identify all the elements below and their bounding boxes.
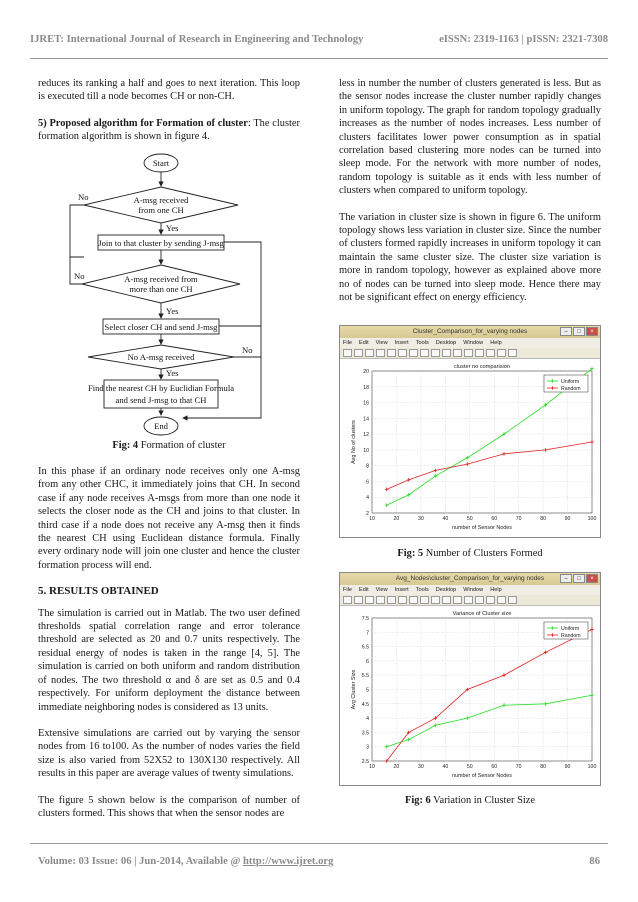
- x-tick-label: 10: [369, 764, 375, 770]
- zoom-out-icon[interactable]: [409, 349, 418, 357]
- y-axis-label: Avg No of clusters: [351, 420, 357, 464]
- decision-one-yes: Yes: [166, 223, 179, 233]
- decision-one-line2: from one CH: [138, 205, 184, 215]
- show-plot-tools-icon[interactable]: [508, 596, 517, 604]
- x-tick-label: 80: [540, 764, 547, 770]
- fig4-label: Fig: 4: [112, 440, 139, 451]
- save-icon[interactable]: [365, 596, 374, 604]
- x-tick-label: 50: [466, 516, 473, 522]
- y-tick-label: 6: [366, 658, 369, 665]
- menu-insert[interactable]: Insert: [394, 587, 409, 593]
- x-tick-label: 60: [491, 516, 498, 522]
- section-title: 5. RESULTS OBTAINED: [38, 585, 159, 598]
- save-icon[interactable]: [365, 349, 374, 357]
- x-tick-label: 10: [369, 516, 375, 522]
- right-column: [339, 77, 601, 318]
- x-tick-label: 90: [564, 516, 571, 522]
- y-tick-label: 6: [366, 479, 369, 486]
- chart-cluster-size: [340, 606, 600, 785]
- toolbar: [340, 595, 600, 606]
- decision-one-line1: A-msg received: [133, 195, 189, 205]
- brush-icon[interactable]: [453, 349, 462, 357]
- zoom-in-icon[interactable]: [398, 349, 407, 357]
- legend-label: Random: [561, 386, 581, 392]
- hide-plot-tools-icon[interactable]: [497, 596, 506, 604]
- y-tick-label: 4: [366, 716, 369, 723]
- fig5-label: Fig: 5: [397, 548, 424, 559]
- y-tick-label: 2: [366, 511, 369, 517]
- chart-title: cluster no comparision: [454, 364, 510, 370]
- y-tick-label: 20: [363, 369, 369, 375]
- menu-window[interactable]: Window: [463, 587, 484, 593]
- menu-bar: [340, 338, 600, 348]
- x-tick-label: 80: [540, 516, 547, 522]
- left-column: [38, 77, 300, 157]
- decision-no-amsg-label: No A-msg received: [127, 352, 195, 362]
- y-tick-label: 7.5: [361, 616, 369, 622]
- menu-view[interactable]: View: [375, 340, 388, 346]
- end-label: End: [154, 421, 168, 431]
- colorbar-icon[interactable]: [475, 596, 484, 604]
- matlab-window-fig5: [339, 325, 601, 538]
- footer-volume: Volume: 03 Issue: 06 | Jun-2014, Available @: [38, 856, 243, 867]
- page-number: 86: [589, 856, 600, 867]
- y-tick-label: 16: [363, 400, 369, 407]
- start-label: Start: [152, 158, 170, 168]
- matlab-window-fig6: [339, 572, 601, 786]
- y-tick-label: 3: [366, 744, 369, 751]
- left-column-lower: [38, 465, 300, 833]
- decision-no-amsg-yes: Yes: [166, 368, 179, 378]
- join-cluster-label: Join to that cluster by sending J-msg: [98, 238, 224, 248]
- left-paragraph-2: [38, 117, 300, 144]
- x-tick-label: 70: [515, 764, 522, 770]
- pan-icon[interactable]: [420, 596, 429, 604]
- x-axis-label: number of Sensor Nodes: [452, 525, 512, 531]
- plot-area: [340, 359, 600, 537]
- y-tick-label: 4.5: [361, 701, 369, 708]
- pan-icon[interactable]: [420, 349, 429, 357]
- legend-icon[interactable]: [486, 596, 495, 604]
- left-paragraph-6: The figure 5 shown below is the comparison of number of clusters formed. This shows that when the sensor nodes are: [38, 794, 300, 819]
- y-tick-label: 5: [366, 687, 369, 694]
- zoom-out-icon[interactable]: [409, 596, 418, 604]
- menu-insert[interactable]: Insert: [394, 340, 409, 346]
- maximize-icon[interactable]: □: [573, 327, 585, 336]
- chart-cluster-count: [340, 359, 600, 537]
- y-tick-label: 4: [366, 495, 369, 502]
- menu-window[interactable]: Window: [463, 340, 484, 346]
- menu-file[interactable]: File: [343, 340, 353, 346]
- brush-icon[interactable]: [453, 596, 462, 604]
- print-icon[interactable]: [376, 349, 385, 357]
- close-icon[interactable]: ×: [586, 574, 598, 583]
- fig4-caption-text: Formation of cluster: [138, 440, 226, 451]
- toolbar: [340, 348, 600, 359]
- footer-url-link[interactable]: http://www.ijret.org: [242, 856, 334, 867]
- algo-intro: : The cluster formation algorithm is shown in figure 4.: [38, 117, 300, 143]
- menu-file[interactable]: File: [343, 587, 353, 593]
- maximize-icon[interactable]: □: [573, 574, 585, 583]
- x-tick-label: 40: [442, 764, 449, 770]
- y-tick-label: 8: [366, 463, 369, 470]
- page-footer: [38, 856, 600, 867]
- minimize-icon[interactable]: –: [560, 574, 572, 583]
- minimize-icon[interactable]: –: [560, 327, 572, 336]
- new-figure-icon[interactable]: [343, 349, 352, 357]
- menu-bar: [340, 585, 600, 595]
- algo-heading: 5) Proposed algorithm for Formation of cluster: [38, 117, 248, 129]
- find-nearest-line2: and send J-msg to that CH: [115, 395, 207, 405]
- x-tick-label: 90: [564, 764, 571, 770]
- legend-label: Uniform: [561, 626, 580, 632]
- decision-multi-line1: A-msg received from: [124, 274, 198, 284]
- hide-plot-tools-icon[interactable]: [497, 349, 506, 357]
- decision-multi-line2: more than one CH: [129, 284, 193, 294]
- decision-multi-yes: Yes: [166, 306, 179, 316]
- legend-icon[interactable]: [486, 349, 495, 357]
- left-paragraph-4: The simulation is carried out in Matlab. The two user defined thresholds spatial correlation range and error tolerance threshold are selected as 20 and 0.7 units respectively. The residual energy of nodes is taken in the range [4, 5]. The simulation is carried on both uniform and random distribution of nodes. The two threshold α and δ are set as 0.5 and 0.4 respectively. For uniform deployment the distance between immediate neighboring nodes is considered as 13 units.: [38, 607, 300, 713]
- menu-edit[interactable]: Edit: [359, 587, 369, 593]
- pointer-icon[interactable]: [387, 349, 396, 357]
- chart-title: Variance of Cluster size: [452, 611, 512, 617]
- window-titlebar: [340, 573, 600, 585]
- decision-multi-no: No: [74, 271, 85, 281]
- window-title: Cluster_Comparison_for_varying nodes: [412, 328, 528, 335]
- plot-frame: [372, 371, 592, 513]
- find-nearest-line1: Find the nearest CH by Euclidian Formula: [87, 383, 235, 393]
- menu-help[interactable]: Help: [490, 587, 502, 593]
- legend-label: Uniform: [561, 379, 580, 385]
- journal-title: IJRET: International Journal of Research in Engineering and Technology: [30, 34, 364, 45]
- menu-edit[interactable]: Edit: [359, 340, 369, 346]
- menu-tools[interactable]: Tools: [415, 340, 429, 346]
- header-rule: [30, 58, 608, 59]
- y-tick-label: 6.5: [361, 644, 369, 651]
- menu-desktop[interactable]: Desktop: [435, 587, 457, 593]
- x-tick-label: 40: [442, 516, 449, 522]
- select-closer-label: Select closer CH and send J-msg: [104, 322, 218, 332]
- data-cursor-icon[interactable]: [442, 349, 451, 357]
- rotate-icon[interactable]: [431, 596, 440, 604]
- x-tick-label: 60: [491, 764, 498, 770]
- fig6-label: Fig: 6: [405, 795, 431, 806]
- menu-desktop[interactable]: Desktop: [435, 340, 457, 346]
- x-tick-label: 100: [587, 764, 597, 770]
- close-icon[interactable]: ×: [586, 327, 598, 336]
- y-tick-label: 18: [363, 384, 369, 391]
- journal-header: [30, 34, 608, 45]
- footer-rule: [30, 843, 608, 844]
- x-tick-label: 20: [393, 516, 400, 522]
- right-paragraph-2: The variation in cluster size is shown in figure 6. The uniform topology shows less variation in cluster size. Since the number of clusters formed rapidly increases in uniform topology it can maintain the same cluster size. The cluster size variation is more in random topology, however as explained above more no of nodes can be turned into sleep mode. Hence there may not be significant effect on energy efficiency.: [339, 211, 601, 304]
- print-icon[interactable]: [376, 596, 385, 604]
- open-icon[interactable]: [354, 349, 363, 357]
- pointer-icon[interactable]: [387, 596, 396, 604]
- window-title: Avg_Nodes\cluster_Comparison_for_varying nodes: [395, 575, 545, 582]
- link-icon[interactable]: [464, 596, 473, 604]
- left-paragraph-3: In this phase if an ordinary node receives only one A-msg from any other CHC, it immediately joins that CH. In second case if any node receives A-msgs from more than one node it selects the closer node as the CH and joins to that cluster. In third case if a node does not receive any A-msg then it finds the nearest CH using Euclidean distance formula. Finally every ordinary node will join one cluster and hence the cluster formation process will end.: [38, 466, 300, 571]
- y-tick-label: 7: [366, 630, 369, 637]
- show-plot-tools-icon[interactable]: [508, 349, 517, 357]
- y-tick-label: 10: [363, 447, 369, 454]
- y-tick-label: 5.5: [361, 673, 369, 680]
- plot-area: [340, 606, 600, 785]
- data-cursor-icon[interactable]: [442, 596, 451, 604]
- decision-one-no: No: [78, 192, 89, 202]
- open-icon[interactable]: [354, 596, 363, 604]
- x-tick-label: 20: [393, 764, 400, 770]
- window-titlebar: [340, 326, 600, 338]
- x-tick-label: 50: [466, 764, 473, 770]
- fig6-caption: [339, 795, 601, 806]
- rotate-icon[interactable]: [431, 349, 440, 357]
- fig6-caption-text: Variation in Cluster Size: [430, 795, 535, 806]
- issn-text: eISSN: 2319-1163 | pISSN: 2321-7308: [439, 34, 608, 45]
- zoom-in-icon[interactable]: [398, 596, 407, 604]
- decision-no-amsg-no: No: [242, 345, 253, 355]
- link-icon[interactable]: [464, 349, 473, 357]
- y-tick-label: 3.5: [361, 730, 369, 737]
- menu-help[interactable]: Help: [490, 340, 502, 346]
- y-tick-label: 14: [363, 416, 369, 423]
- right-paragraph-1: less in number the number of clusters generated is less. But as the sensor nodes increase the cluster number rapidly changes in uniform topology. The graph for random topology gradually increases as the number of nodes increases. Less number of clusters facilitates lower power consumption as in spatial correlation based clustering more nodes can be turned into sleep mode. For the network with more number of nodes, random topology is suitable as it ends with less number of clusters when compared to uniform topology.: [339, 78, 601, 197]
- fig5-caption-text: Number of Clusters Formed: [423, 548, 543, 559]
- y-axis-label: Avg Cluster Size: [351, 669, 357, 710]
- new-figure-icon[interactable]: [343, 596, 352, 604]
- x-axis-label: number of Sensor Nodes: [452, 773, 512, 779]
- legend-label: Random: [561, 633, 581, 639]
- colorbar-icon[interactable]: [475, 349, 484, 357]
- x-tick-label: 70: [515, 516, 522, 522]
- y-tick-label: 2.5: [361, 759, 369, 765]
- x-tick-label: 30: [417, 516, 424, 522]
- cluster-formation-flowchart: [38, 150, 300, 440]
- y-tick-label: 12: [363, 432, 369, 439]
- fig4-caption: [38, 440, 300, 451]
- menu-tools[interactable]: Tools: [415, 587, 429, 593]
- x-tick-label: 100: [587, 516, 597, 522]
- left-paragraph-5: Extensive simulations are carried out by varying the sensor nodes from 16 to100. As the number of nodes varies the field size is also varied from 52X52 to 130X130 respectively. All results in this paper are average values of twenty simulations.: [38, 727, 300, 780]
- menu-view[interactable]: View: [375, 587, 388, 593]
- x-tick-label: 30: [417, 764, 424, 770]
- fig5-caption: [339, 548, 601, 559]
- left-paragraph-1: reduces its ranking a half and goes to next iteration. This loop is executed till a node becomes CH or non-CH.: [38, 78, 300, 103]
